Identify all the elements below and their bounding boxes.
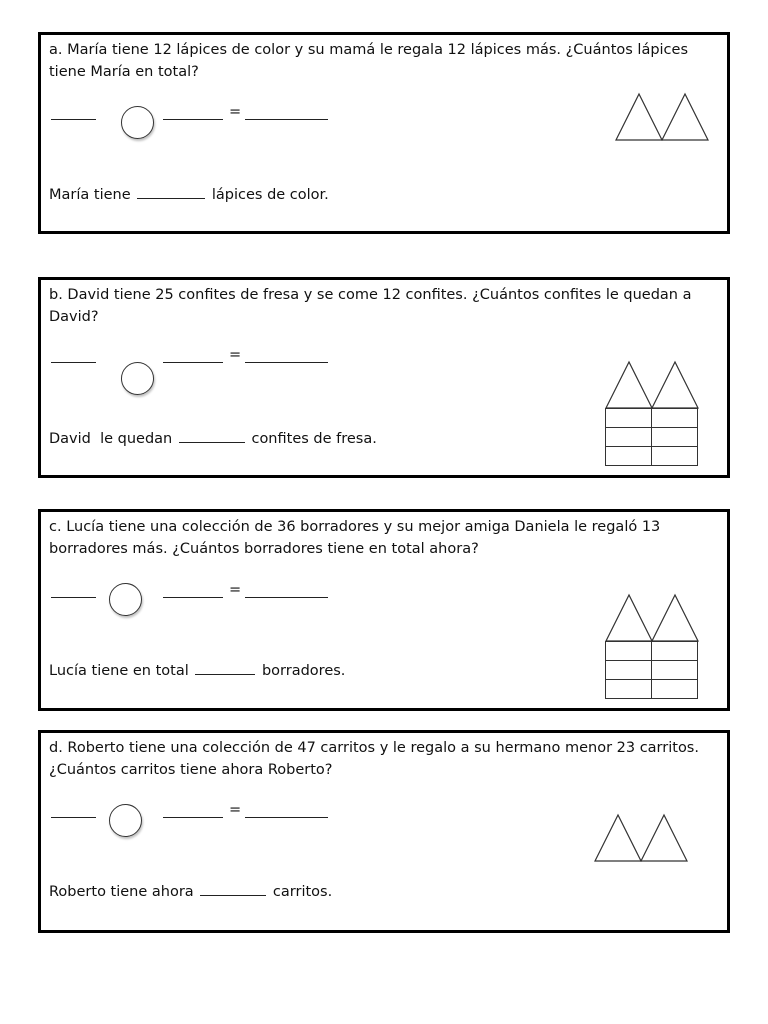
- problem-b-answer-prefix: David le quedan: [49, 431, 177, 447]
- problem-d-answer-suffix: carritos.: [272, 884, 333, 900]
- problem-a-equals-sign: =: [229, 104, 242, 120]
- tens-cell[interactable]: [606, 642, 652, 661]
- tens-cell[interactable]: [606, 428, 652, 447]
- problem-c-answer-suffix: borradores.: [261, 663, 346, 679]
- problem-c-answer-prefix: Lucía tiene en total: [49, 663, 189, 679]
- tens-cell[interactable]: [606, 447, 652, 466]
- problem-c-place-value-table: [605, 641, 698, 699]
- ones-cell[interactable]: [652, 409, 698, 428]
- problem-d-answer-prefix: Roberto tiene ahora: [49, 884, 194, 900]
- ones-cell[interactable]: [652, 447, 698, 466]
- problem-d-equals-sign: =: [229, 802, 242, 818]
- problem-a-operator-circle[interactable]: [121, 106, 154, 139]
- problem-c-operator-circle[interactable]: [109, 583, 142, 616]
- problem-b-equals-sign: =: [229, 347, 242, 363]
- ones-triangle: [652, 362, 698, 408]
- problem-a-answer-suffix: lápices de color.: [211, 187, 329, 203]
- problem-b-question: b. David tiene 25 confites de fresa y se come 12 confites. ¿Cuántos confites le quedan a David?: [49, 287, 692, 325]
- problem-d-blank-result[interactable]: [245, 817, 328, 818]
- problem-b-box: [38, 277, 730, 478]
- problem-a-blank-1[interactable]: [51, 119, 96, 120]
- ones-triangle: [662, 94, 708, 140]
- problem-d-box: [38, 730, 730, 933]
- problem-b-answer-blank[interactable]: [179, 442, 245, 443]
- problem-d-question: d. Roberto tiene una colección de 47 carritos y le regalo a su hermano menor 23 carritos. ¿Cuántos carritos tiene ahora Roberto?: [49, 740, 699, 778]
- problem-b-place-value-table: [605, 408, 698, 466]
- tens-cell[interactable]: [606, 680, 652, 699]
- problem-d-place-value-triangles: [594, 814, 688, 862]
- problem-c-box: [38, 509, 730, 711]
- ones-cell[interactable]: [652, 661, 698, 680]
- tens-triangle: [616, 94, 662, 140]
- problem-c-blank-result[interactable]: [245, 597, 328, 598]
- problem-a-blank-result[interactable]: [245, 119, 328, 120]
- problem-c-answer-sentence: [49, 662, 345, 680]
- problem-d-blank-2[interactable]: [163, 817, 223, 818]
- problem-d-blank-1[interactable]: [51, 817, 96, 818]
- ones-cell[interactable]: [652, 680, 698, 699]
- problem-c-place-value-triangles: [605, 594, 699, 642]
- ones-triangle: [641, 815, 687, 861]
- problem-b-answer-sentence: [49, 430, 377, 448]
- problem-a-place-value-triangles: [615, 93, 709, 141]
- problem-b-answer-suffix: confites de fresa.: [251, 431, 377, 447]
- tens-cell[interactable]: [606, 409, 652, 428]
- problem-c-answer-blank[interactable]: [195, 674, 255, 675]
- problem-d-answer-blank[interactable]: [200, 895, 266, 896]
- ones-cell[interactable]: [652, 642, 698, 661]
- problem-a-question: a. María tiene 12 lápices de color y su mamá le regala 12 lápices más. ¿Cuántos lápices tiene María en total?: [49, 42, 689, 80]
- tens-triangle: [595, 815, 641, 861]
- problem-a-blank-2[interactable]: [163, 119, 223, 120]
- problem-c-equals-sign: =: [229, 582, 242, 598]
- tens-cell[interactable]: [606, 661, 652, 680]
- problem-b-blank-1[interactable]: [51, 362, 96, 363]
- problem-a-box: [38, 32, 730, 234]
- problem-a-answer-sentence: [49, 186, 329, 204]
- problem-d-answer-sentence: [49, 883, 332, 901]
- problem-a-answer-prefix: María tiene: [49, 187, 131, 203]
- tens-triangle: [606, 362, 652, 408]
- problem-c-blank-2[interactable]: [163, 597, 223, 598]
- problem-d-operator-circle[interactable]: [109, 804, 142, 837]
- problem-c-question: c. Lucía tiene una colección de 36 borradores y su mejor amiga Daniela le regaló 13 borradores más. ¿Cuántos borradores tiene en total ahora?: [49, 519, 661, 557]
- tens-triangle: [606, 595, 652, 641]
- problem-b-operator-circle[interactable]: [121, 362, 154, 395]
- problem-b-blank-result[interactable]: [245, 362, 328, 363]
- problem-b-blank-2[interactable]: [163, 362, 223, 363]
- problem-c-blank-1[interactable]: [51, 597, 96, 598]
- problem-b-place-value-triangles: [605, 361, 699, 409]
- ones-triangle: [652, 595, 698, 641]
- problem-a-answer-blank[interactable]: [137, 198, 205, 199]
- ones-cell[interactable]: [652, 428, 698, 447]
